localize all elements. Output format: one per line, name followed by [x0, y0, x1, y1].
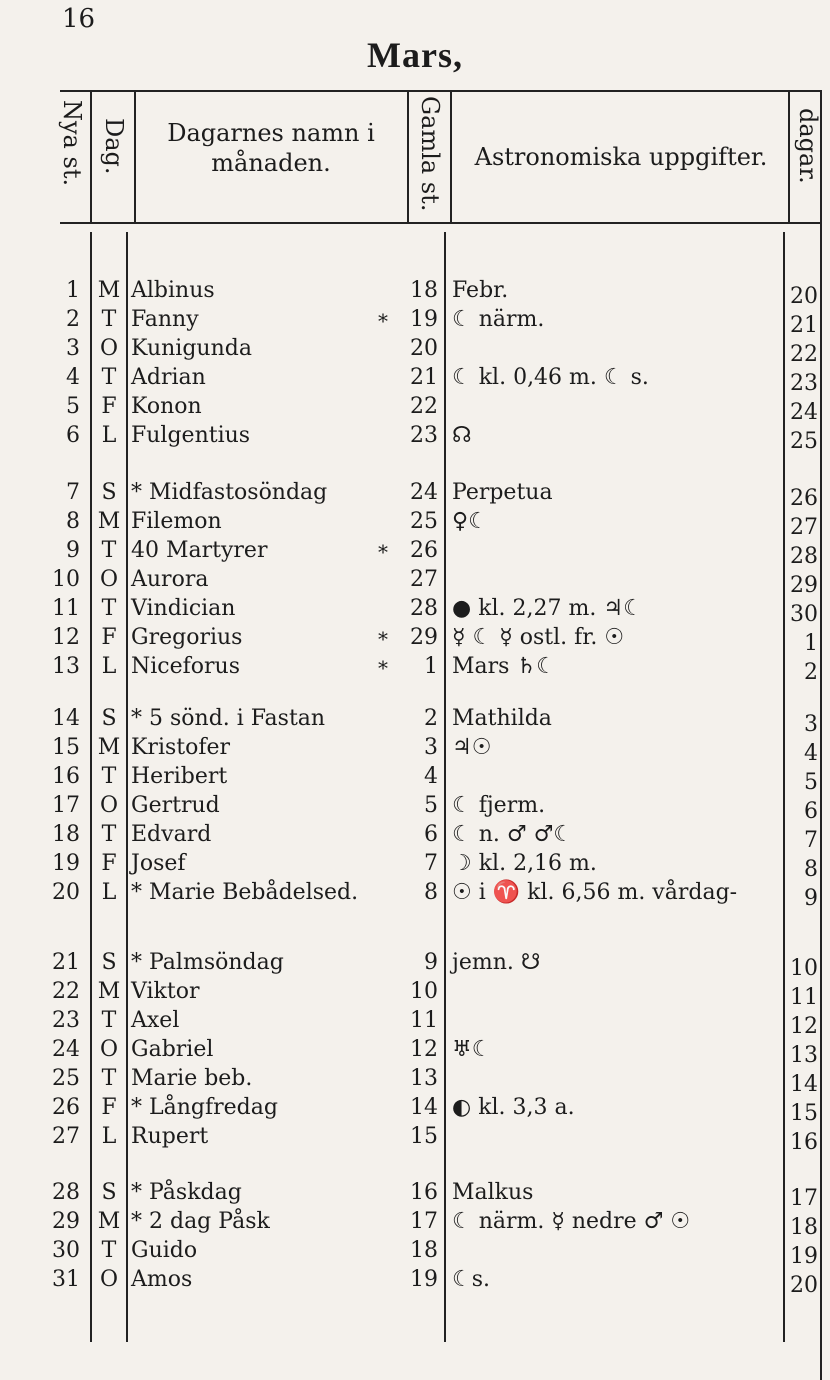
header-astro: Astronomiska uppgifter. [474, 143, 768, 171]
day-name: Axel [131, 1008, 180, 1033]
astro-entry: ♅☾ [452, 1037, 492, 1062]
weekday-letter: M [97, 509, 121, 534]
header-right-edge: dagar. [794, 108, 822, 184]
right-column-number: 20 [790, 284, 818, 309]
top-rule [60, 90, 820, 92]
astro-entry: ♀☾ [452, 509, 488, 534]
old-style-date: 16 [410, 1180, 438, 1205]
weekday-letter: O [99, 793, 119, 818]
star-mark: * [378, 309, 388, 333]
right-column-number: 18 [790, 1215, 818, 1240]
old-style-date: 14 [410, 1095, 438, 1120]
astro-entry: ☾s. [452, 1267, 491, 1292]
day-name: * Påskdag [131, 1180, 242, 1205]
weekday-letter: O [99, 1037, 119, 1062]
day-number: 8 [66, 509, 80, 534]
weekday-letter: T [101, 1066, 117, 1091]
right-column-number: 12 [790, 1014, 818, 1039]
old-style-date: 28 [410, 596, 438, 621]
astro-entry: ☾ närm. ☿ nedre ♂ ☉ [452, 1209, 691, 1234]
day-number: 13 [52, 654, 80, 679]
page-number: 16 [62, 4, 96, 34]
weekday-letter: O [99, 1267, 119, 1292]
astro-entry: ☿ ☾ ☿ ostl. fr. ☉ [452, 625, 625, 650]
weekday-letter: S [101, 706, 117, 731]
day-number: 11 [52, 596, 80, 621]
old-style-date: 2 [424, 706, 438, 731]
old-style-date: 6 [424, 822, 438, 847]
old-style-date: 26 [410, 538, 438, 563]
day-name: Filemon [131, 509, 222, 534]
star-mark: * [378, 540, 388, 564]
weekday-letter: F [101, 1095, 117, 1120]
right-column-number: 30 [790, 602, 818, 627]
right-column-number: 22 [790, 342, 818, 367]
col-sep-3 [407, 90, 409, 222]
right-column-number: 4 [804, 741, 818, 766]
day-name: 40 Martyrer [131, 538, 268, 563]
old-style-date: 22 [410, 394, 438, 419]
astro-entry: Malkus [452, 1180, 534, 1205]
right-column-number: 2 [804, 660, 818, 685]
day-number: 23 [52, 1008, 80, 1033]
day-number: 6 [66, 423, 80, 448]
col-sep-5 [788, 90, 790, 222]
old-style-date: 12 [410, 1037, 438, 1062]
right-column-number: 10 [790, 956, 818, 981]
weekday-letter: T [101, 307, 117, 332]
right-column-number: 19 [790, 1244, 818, 1269]
old-style-date: 4 [424, 764, 438, 789]
day-name: Albinus [131, 278, 215, 303]
right-column-number: 23 [790, 371, 818, 396]
day-number: 31 [52, 1267, 80, 1292]
weekday-letter: T [101, 538, 117, 563]
day-name: Adrian [131, 365, 206, 390]
day-number: 10 [52, 567, 80, 592]
col-sep-1 [90, 90, 92, 222]
weekday-letter: S [101, 950, 117, 975]
day-number: 9 [66, 538, 80, 563]
old-style-date: 24 [410, 480, 438, 505]
day-name: Marie beb. [131, 1066, 253, 1091]
header-bottom-rule [60, 222, 820, 224]
day-name: Gertrud [131, 793, 220, 818]
day-name: Amos [131, 1267, 193, 1292]
header-names-text: Dagarnes namn i månaden. [167, 119, 375, 177]
astro-entry: ☾ fjerm. [452, 793, 546, 818]
day-name: Gregorius [131, 625, 243, 650]
day-name: Heribert [131, 764, 228, 789]
day-name: Vindician [131, 596, 236, 621]
weekday-letter: T [101, 1008, 117, 1033]
old-style-date: 11 [410, 1008, 438, 1033]
weekday-letter: T [101, 365, 117, 390]
day-number: 27 [52, 1124, 80, 1149]
weekday-letter: L [101, 880, 117, 905]
weekday-letter: S [101, 1180, 117, 1205]
astro-entry: jemn. ☋ [452, 950, 541, 975]
day-name: Kristofer [131, 735, 231, 760]
col-sep-2 [134, 90, 136, 222]
day-name: * Marie Bebådelsed. [131, 880, 359, 905]
right-column-number: 26 [790, 486, 818, 511]
day-number: 17 [52, 793, 80, 818]
old-style-date: 20 [410, 336, 438, 361]
day-number: 16 [52, 764, 80, 789]
day-name: Kunigunda [131, 336, 252, 361]
old-style-date: 23 [410, 423, 438, 448]
day-number: 12 [52, 625, 80, 650]
astro-entry: ● kl. 2,27 m. ♃☾ [452, 596, 643, 621]
body-sep-3 [444, 232, 446, 1342]
weekday-letter: T [101, 596, 117, 621]
old-style-date: 3 [424, 735, 438, 760]
right-column-number: 28 [790, 544, 818, 569]
old-style-date: 10 [410, 979, 438, 1004]
old-style-date: 19 [410, 1267, 438, 1292]
day-name: Guido [131, 1238, 198, 1263]
right-column-number: 25 [790, 429, 818, 454]
day-name: Edvard [131, 822, 212, 847]
day-number: 5 [66, 394, 80, 419]
astro-entry: ☉ i ♈ kl. 6,56 m. vårdag- [452, 880, 738, 905]
right-column-number: 14 [790, 1072, 818, 1097]
day-name: * 2 dag Påsk [131, 1209, 270, 1234]
day-number: 26 [52, 1095, 80, 1120]
weekday-letter: O [99, 567, 119, 592]
day-number: 15 [52, 735, 80, 760]
old-style-date: 5 [424, 793, 438, 818]
star-mark: * [378, 656, 388, 680]
right-border [820, 90, 822, 1380]
col-sep-4 [450, 90, 452, 222]
old-style-date: 1 [424, 654, 438, 679]
day-number: 20 [52, 880, 80, 905]
right-column-number: 29 [790, 573, 818, 598]
star-mark: * [378, 627, 388, 651]
day-number: 30 [52, 1238, 80, 1263]
old-style-date: 29 [410, 625, 438, 650]
day-number: 3 [66, 336, 80, 361]
body-sep-2 [126, 232, 128, 1342]
day-name: Viktor [131, 979, 200, 1004]
right-column-number: 1 [804, 631, 818, 656]
astro-entry: ☽ kl. 2,16 m. [452, 851, 597, 876]
astro-entry: ☾ n. ♂ ♂☾ [452, 822, 574, 847]
right-column-number: 13 [790, 1043, 818, 1068]
right-column-number: 17 [790, 1186, 818, 1211]
weekday-letter: L [101, 654, 117, 679]
day-number: 29 [52, 1209, 80, 1234]
right-column-number: 24 [790, 400, 818, 425]
right-column-number: 11 [790, 985, 818, 1010]
old-style-date: 15 [410, 1124, 438, 1149]
weekday-letter: M [97, 979, 121, 1004]
day-name: * Långfredag [131, 1095, 278, 1120]
weekday-letter: L [101, 423, 117, 448]
day-name: Fulgentius [131, 423, 251, 448]
old-style-date: 9 [424, 950, 438, 975]
old-style-date: 27 [410, 567, 438, 592]
day-number: 14 [52, 706, 80, 731]
right-column-number: 20 [790, 1273, 818, 1298]
right-column-number: 6 [804, 799, 818, 824]
header-new-style: Nya st. [58, 100, 86, 187]
right-column-number: 21 [790, 313, 818, 338]
astro-entry: ☾ närm. [452, 307, 545, 332]
day-name: Aurora [131, 567, 209, 592]
weekday-letter: L [101, 1124, 117, 1149]
day-name: Fanny [131, 307, 199, 332]
day-number: 2 [66, 307, 80, 332]
weekday-letter: M [97, 735, 121, 760]
astro-entry: Perpetua [452, 480, 553, 505]
day-name: Konon [131, 394, 202, 419]
astro-entry: ☊ [452, 423, 472, 448]
old-style-date: 18 [410, 278, 438, 303]
old-style-date: 17 [410, 1209, 438, 1234]
astro-entry: Febr. [452, 278, 509, 303]
day-number: 24 [52, 1037, 80, 1062]
right-column-number: 5 [804, 770, 818, 795]
day-number: 21 [52, 950, 80, 975]
day-name: * Palmsöndag [131, 950, 284, 975]
header-names [140, 118, 402, 178]
header-day: Dag. [100, 118, 128, 175]
right-column-number: 16 [790, 1130, 818, 1155]
old-style-date: 13 [410, 1066, 438, 1091]
old-style-date: 18 [410, 1238, 438, 1263]
right-column-number: 7 [804, 828, 818, 853]
weekday-letter: F [101, 625, 117, 650]
body-sep-1 [90, 232, 92, 1342]
old-style-date: 7 [424, 851, 438, 876]
weekday-letter: O [99, 336, 119, 361]
right-column-number: 8 [804, 857, 818, 882]
day-name: * Midfastosöndag [131, 480, 328, 505]
weekday-letter: T [101, 1238, 117, 1263]
header-old-style: Gamla st. [416, 96, 444, 212]
day-name: Rupert [131, 1124, 209, 1149]
weekday-letter: S [101, 480, 117, 505]
old-style-date: 21 [410, 365, 438, 390]
weekday-letter: F [101, 851, 117, 876]
day-number: 7 [66, 480, 80, 505]
weekday-letter: M [97, 278, 121, 303]
weekday-letter: M [97, 1209, 121, 1234]
old-style-date: 19 [410, 307, 438, 332]
day-number: 18 [52, 822, 80, 847]
right-column-number: 27 [790, 515, 818, 540]
day-number: 28 [52, 1180, 80, 1205]
day-name: * 5 sönd. i Fastan [131, 706, 326, 731]
right-column-number: 3 [804, 712, 818, 737]
astro-entry: ◐ kl. 3,3 a. [452, 1095, 575, 1120]
day-name: Niceforus [131, 654, 240, 679]
astro-entry: Mars ♄☾ [452, 654, 556, 679]
old-style-date: 25 [410, 509, 438, 534]
old-style-date: 8 [424, 880, 438, 905]
weekday-letter: T [101, 764, 117, 789]
astro-entry: ☾ kl. 0,46 m. ☾ s. [452, 365, 649, 390]
right-column-number: 15 [790, 1101, 818, 1126]
day-number: 22 [52, 979, 80, 1004]
day-number: 1 [66, 278, 80, 303]
day-name: Josef [131, 851, 186, 876]
day-name: Gabriel [131, 1037, 214, 1062]
weekday-letter: T [101, 822, 117, 847]
day-number: 19 [52, 851, 80, 876]
astro-entry: Mathilda [452, 706, 552, 731]
weekday-letter: F [101, 394, 117, 419]
right-column-number: 9 [804, 886, 818, 911]
day-number: 4 [66, 365, 80, 390]
astro-entry: ♃☉ [452, 735, 492, 760]
month-title: Mars, [367, 35, 463, 75]
day-number: 25 [52, 1066, 80, 1091]
